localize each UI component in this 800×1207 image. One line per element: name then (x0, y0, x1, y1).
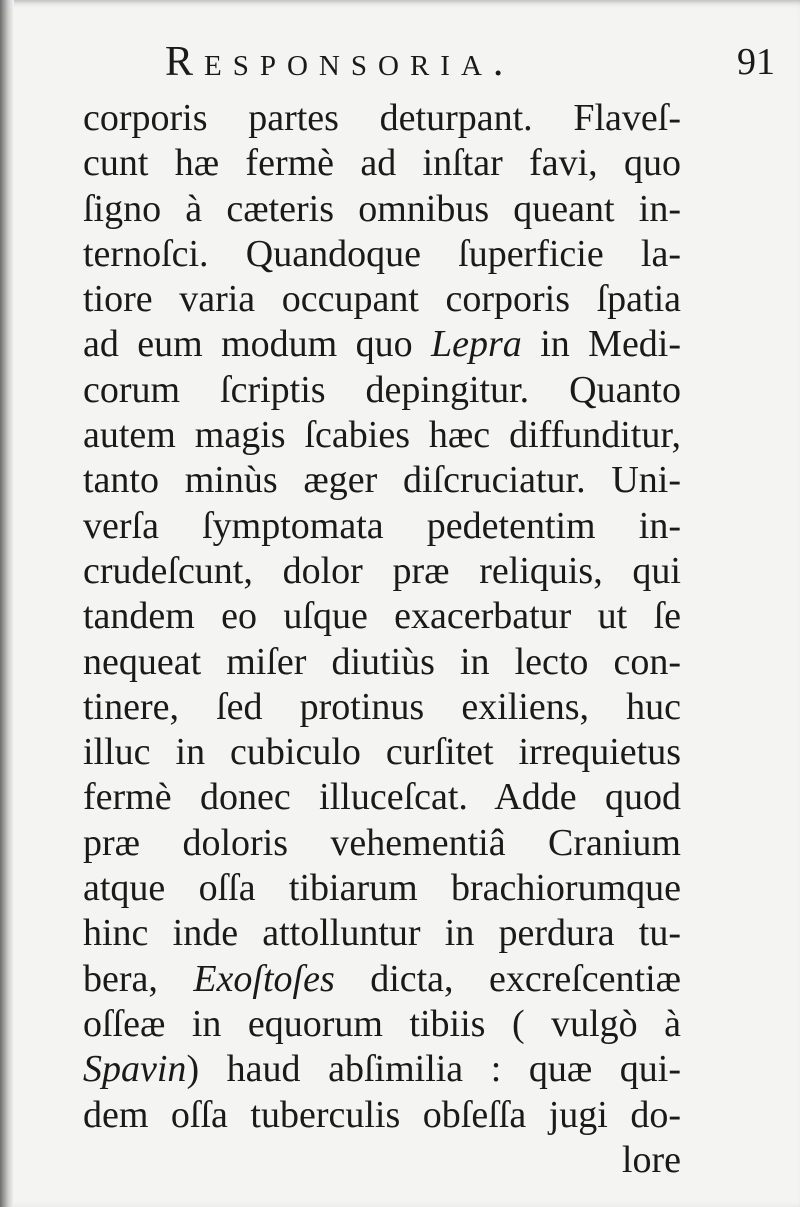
text-segment: bera, (83, 957, 158, 1000)
text-line: oſſeæ in equorum tibiis ( vulgò à (83, 1002, 681, 1045)
text-line: ternoſci. Quandoque ſuperficie la- (83, 232, 681, 275)
text-line: præ doloris vehementiâ Cranium (83, 821, 681, 864)
text-line (83, 322, 681, 367)
text-line: cunt hæ fermè ad inſtar favi, quo (83, 142, 681, 185)
text-segment: dicta, excreſcentiæ (370, 957, 682, 1000)
text-line: fermè donec illuceſcat. Adde quod (83, 776, 681, 819)
text-line (83, 1047, 681, 1092)
italic-term: Spavin (83, 1048, 187, 1091)
body-text (83, 96, 681, 1183)
italic-term: Lepra (431, 323, 522, 366)
text-line: autem magis ſcabies hæc diffunditur, (83, 414, 681, 457)
text-segment: in Medi- (540, 323, 682, 366)
text-segment: ) haud abſimilia : quæ qui- (186, 1048, 681, 1091)
text-line: verſa ſymptomata pedetentim in- (83, 504, 681, 547)
text-line: ſigno à cæteris omnibus queant in- (83, 187, 681, 230)
text-line: crudeſcunt, dolor præ reliquis, qui (83, 549, 681, 592)
page-header (165, 38, 775, 88)
text-line: dem oſſa tuberculis obſeſſa jugi do- (83, 1093, 681, 1136)
text-line: illuc in cubiculo curſitet irrequietus (83, 731, 681, 774)
page-number: 91 (737, 41, 775, 83)
text-line (83, 957, 681, 1002)
text-line: hinc inde attolluntur in perdura tu- (83, 912, 681, 955)
text-line: atque oſſa tibiarum brachiorumque (83, 867, 681, 910)
running-head: Responsoria. (165, 39, 515, 85)
page-gutter-shadow (0, 0, 14, 1207)
catchword: lore (621, 1138, 681, 1181)
text-line: tanto minùs æger diſcruciatur. Uni- (83, 459, 681, 502)
text-line: tinere, ſed protinus exiliens, huc (83, 685, 681, 728)
text-line: tandem eo uſque exacerbatur ut ſe (83, 595, 681, 638)
text-line: corporis partes deturpant. Flaveſ- (83, 97, 681, 139)
text-line: nequeat miſer diutiùs in lecto con- (83, 640, 681, 683)
italic-term: Exoſtoſes (193, 957, 335, 1000)
text-line: tiore varia occupant corporis ſpatia (83, 278, 681, 321)
text-line: corum ſcriptis depingitur. Quanto (83, 368, 681, 411)
text-segment: ad eum modum quo (83, 323, 413, 366)
